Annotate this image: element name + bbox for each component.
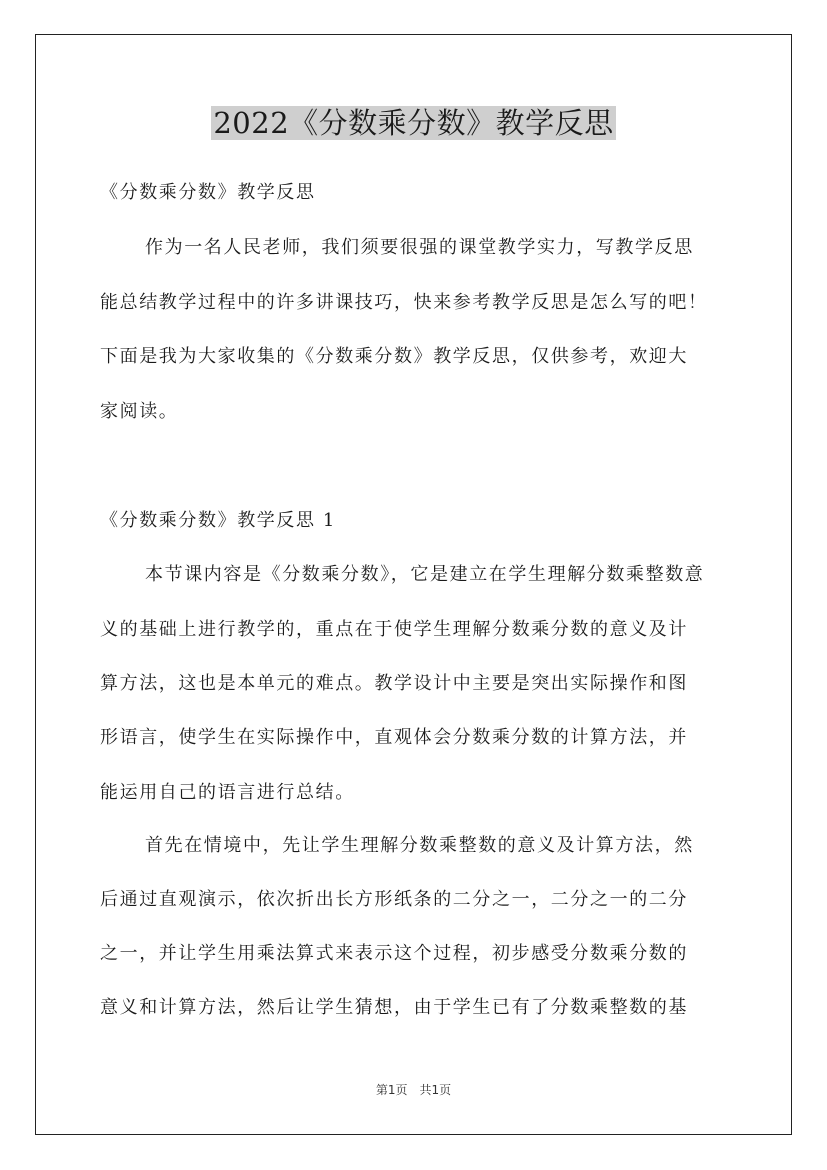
page-footer: 第1页 共1页 bbox=[375, 1083, 452, 1097]
document-subtitle: 《分数乘分数》教学反思 bbox=[100, 182, 316, 203]
paragraph-line: 首先在情境中，先让学生理解分数乘整数的意义及计算方法，然 bbox=[145, 835, 694, 856]
paragraph-line: 义的基础上进行教学的，重点在于使学生理解分数乘分数的意义及计 bbox=[100, 619, 688, 640]
paragraph-line: 后通过直观演示，依次折出长方形纸条的二分之一，二分之一的二分 bbox=[100, 889, 688, 910]
intro-line: 作为一名人民老师，我们须要很强的课堂教学实力，写教学反思 bbox=[145, 237, 694, 258]
paragraph-line: 算方法，这也是本单元的难点。教学设计中主要是突出实际操作和图 bbox=[100, 673, 688, 694]
section-heading: 《分数乘分数》教学反思 1 bbox=[100, 510, 336, 531]
intro-line: 下面是我为大家收集的《分数乘分数》教学反思，仅供参考，欢迎大 bbox=[100, 346, 688, 367]
intro-line: 家阅读。 bbox=[100, 401, 179, 422]
intro-line: 能总结教学过程中的许多讲课技巧，快来参考教学反思是怎么写的吧！ bbox=[100, 292, 708, 313]
paragraph-line: 意义和计算方法，然后让学生猜想，由于学生已有了分数乘整数的基 bbox=[100, 997, 688, 1018]
paragraph-line: 形语言，使学生在实际操作中，直观体会分数乘分数的计算方法，并 bbox=[100, 727, 688, 748]
document-title: 2022《分数乘分数》教学反思 bbox=[213, 106, 614, 140]
paragraph-line: 之一，并让学生用乘法算式来表示这个过程，初步感受分数乘分数的 bbox=[100, 943, 688, 964]
paragraph-line: 能运用自己的语言进行总结。 bbox=[100, 782, 355, 803]
paragraph-line: 本节课内容是《分数乘分数》，它是建立在学生理解分数乘整数意 bbox=[145, 564, 705, 585]
